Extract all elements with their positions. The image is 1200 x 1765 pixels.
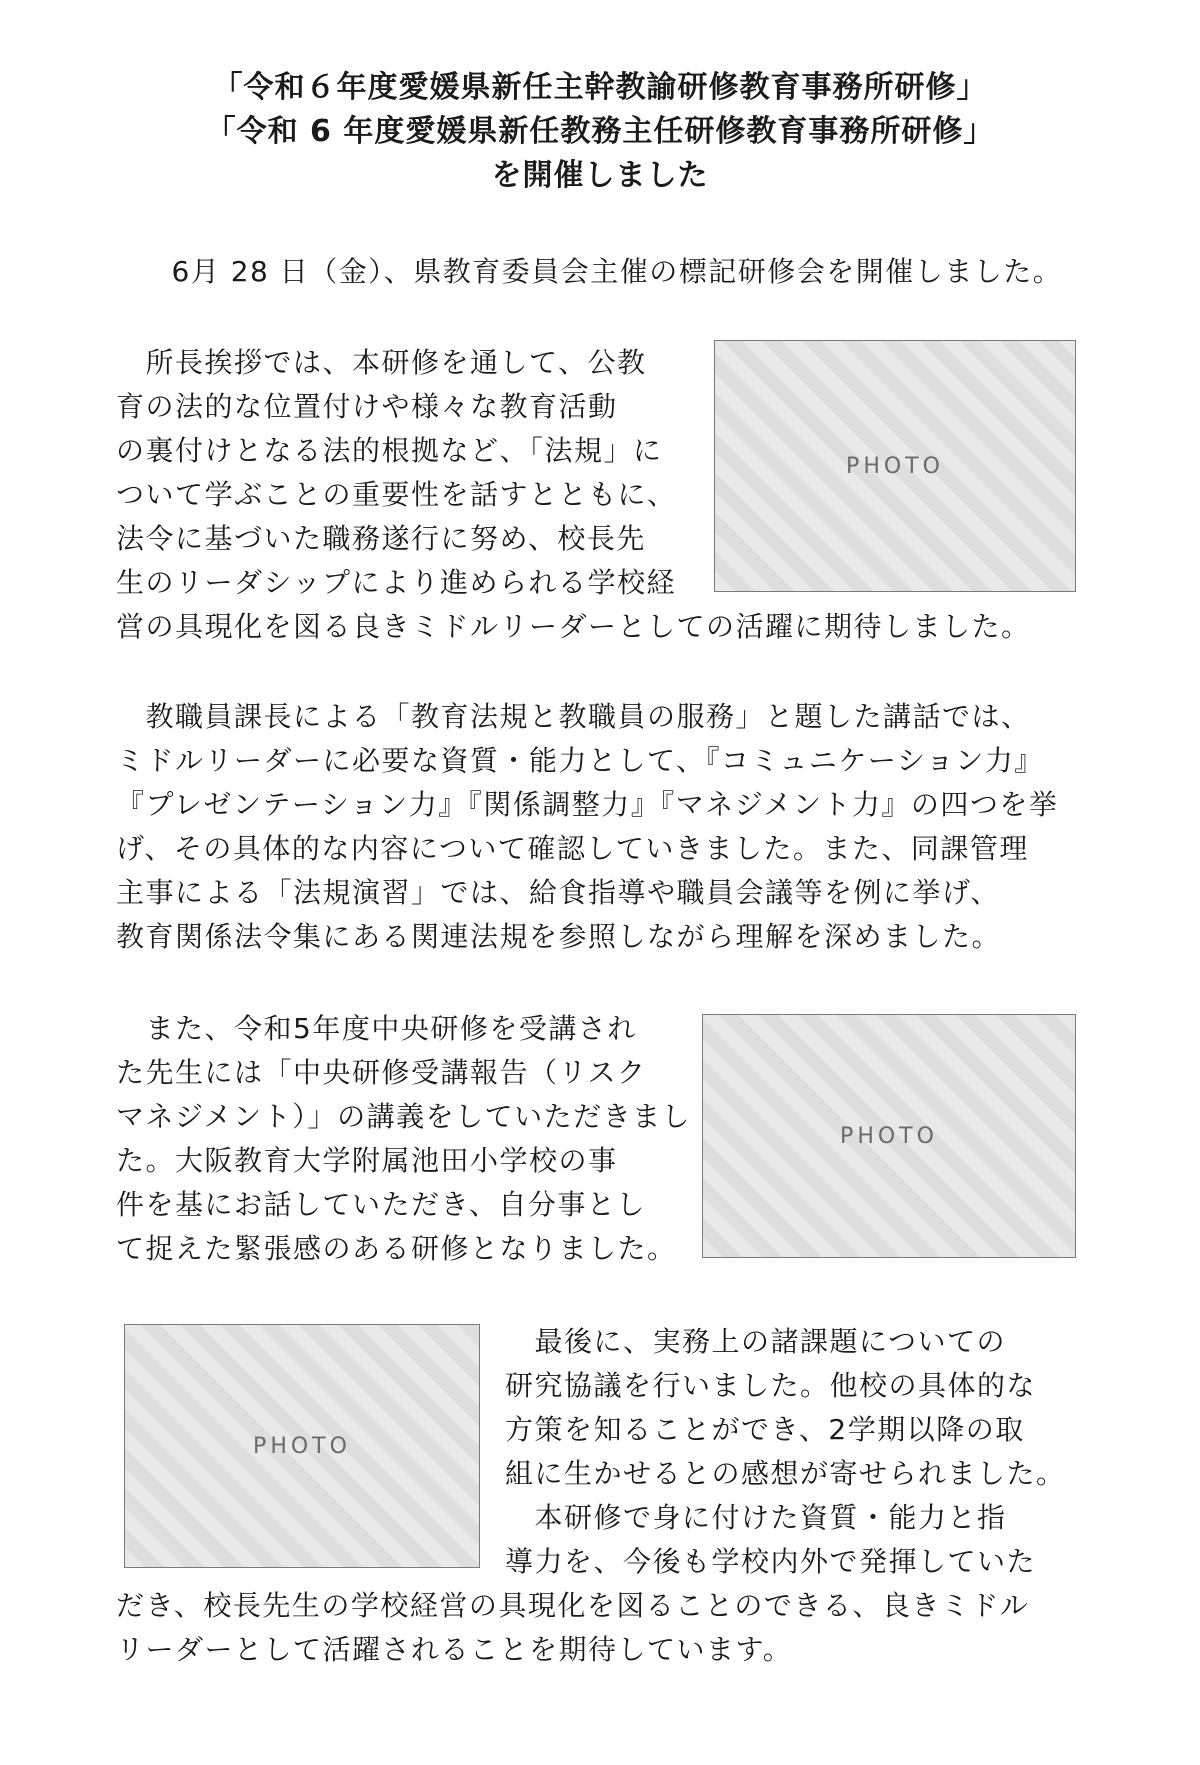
paragraph-lecture [116, 695, 1058, 959]
text-line: 方策を知ることができ、2学期以降の取 [505, 1413, 1025, 1446]
text-line: 育の法的な位置付けや様々な教育活動 [116, 390, 618, 423]
text-line: 『プレゼンテーション力』『関係調整力』『マネジメント力』の四つを挙 [116, 788, 1059, 821]
photo-research-discussion: PHOTO [124, 1324, 480, 1568]
text-line: 件を基にお話していただき、自分事とし [116, 1188, 646, 1221]
text-line: の裏付けとなる法的根拠など、「法規」に [116, 434, 663, 467]
text-line: た先生には「中央研修受講報告（リスク [116, 1056, 647, 1089]
title-line-2: 「令和 6 年度愛媛県新任教務主任研修教育事務所研修」 [205, 114, 995, 149]
text-line: 教職員課長による「教育法規と教職員の服務」と題した講話では、 [116, 700, 1031, 733]
text-line: だき、校長先生の学校経営の具現化を図ることのできる、良きミドル [116, 1589, 1030, 1622]
text-line: ついて学ぶことの重要性を話すとともに、 [116, 478, 677, 511]
text-line: 主事による「法規演習」では、給食指導や職員会議等を例に挙げ、 [116, 876, 1000, 909]
text-line: また、令和5年度中央研修を受講され [116, 1012, 637, 1045]
text-line: 組に生かせるとの感想が寄せられました。 [505, 1457, 1066, 1490]
text-line: 生のリーダシップにより進められる学校経 [116, 566, 676, 599]
title-line-3: を開催しました [491, 158, 709, 193]
text-line: 本研修で身に付けた資質・能力と指 [505, 1501, 1007, 1534]
text-line: 教育関係法令集にある関連法規を参照しながら理解を深めました。 [116, 920, 1002, 953]
text-line: た。大阪教育大学附属池田小学校の事 [116, 1144, 618, 1177]
photo-central-training-report: PHOTO [702, 1014, 1076, 1258]
photo-principal-greeting: PHOTO [714, 340, 1076, 592]
paragraph-discussion-bottom [116, 1584, 1029, 1672]
text-line: リーダーとして活躍されることを期待しています。 [116, 1633, 793, 1666]
text-line: て捉えた緊張感のある研修となりました。 [116, 1232, 677, 1265]
text-line: 法令に基づいた職務遂行に努め、校長先 [116, 522, 646, 555]
text-line: 導力を、今後も学校内外で発揮していた [505, 1545, 1037, 1578]
paragraph-central-training [116, 1007, 691, 1271]
text-line: 所長挨拶では、本研修を通して、公教 [116, 346, 647, 379]
text-line: 営の具現化を図る良きミドルリーダーとしての活躍に期待しました。 [116, 610, 1031, 643]
paragraph-discussion-top [505, 1320, 1066, 1584]
title-line-1: 「令和６年度愛媛県新任主幹教諭研修教育事務所研修」 [212, 70, 988, 105]
text-line: マネジメント）」の講義をしていただきまし [116, 1100, 692, 1133]
text-line: 研究協議を行いました。他校の具体的な [505, 1369, 1037, 1402]
page-title [0, 66, 1200, 198]
text-line: 最後に、実務上の諸課題についての [505, 1325, 1006, 1358]
text-line: げ、その具体的な内容について確認していきました。また、同課管理 [116, 832, 1029, 865]
paragraph-greeting [116, 341, 1031, 649]
text-line: ミドルリーダーに必要な資質・能力として、『コミュニケーション力』 [116, 744, 1044, 777]
intro-text: 6月 28 日（金）、県教育委員会主催の標記研修会を開催しました。 [142, 255, 1063, 288]
